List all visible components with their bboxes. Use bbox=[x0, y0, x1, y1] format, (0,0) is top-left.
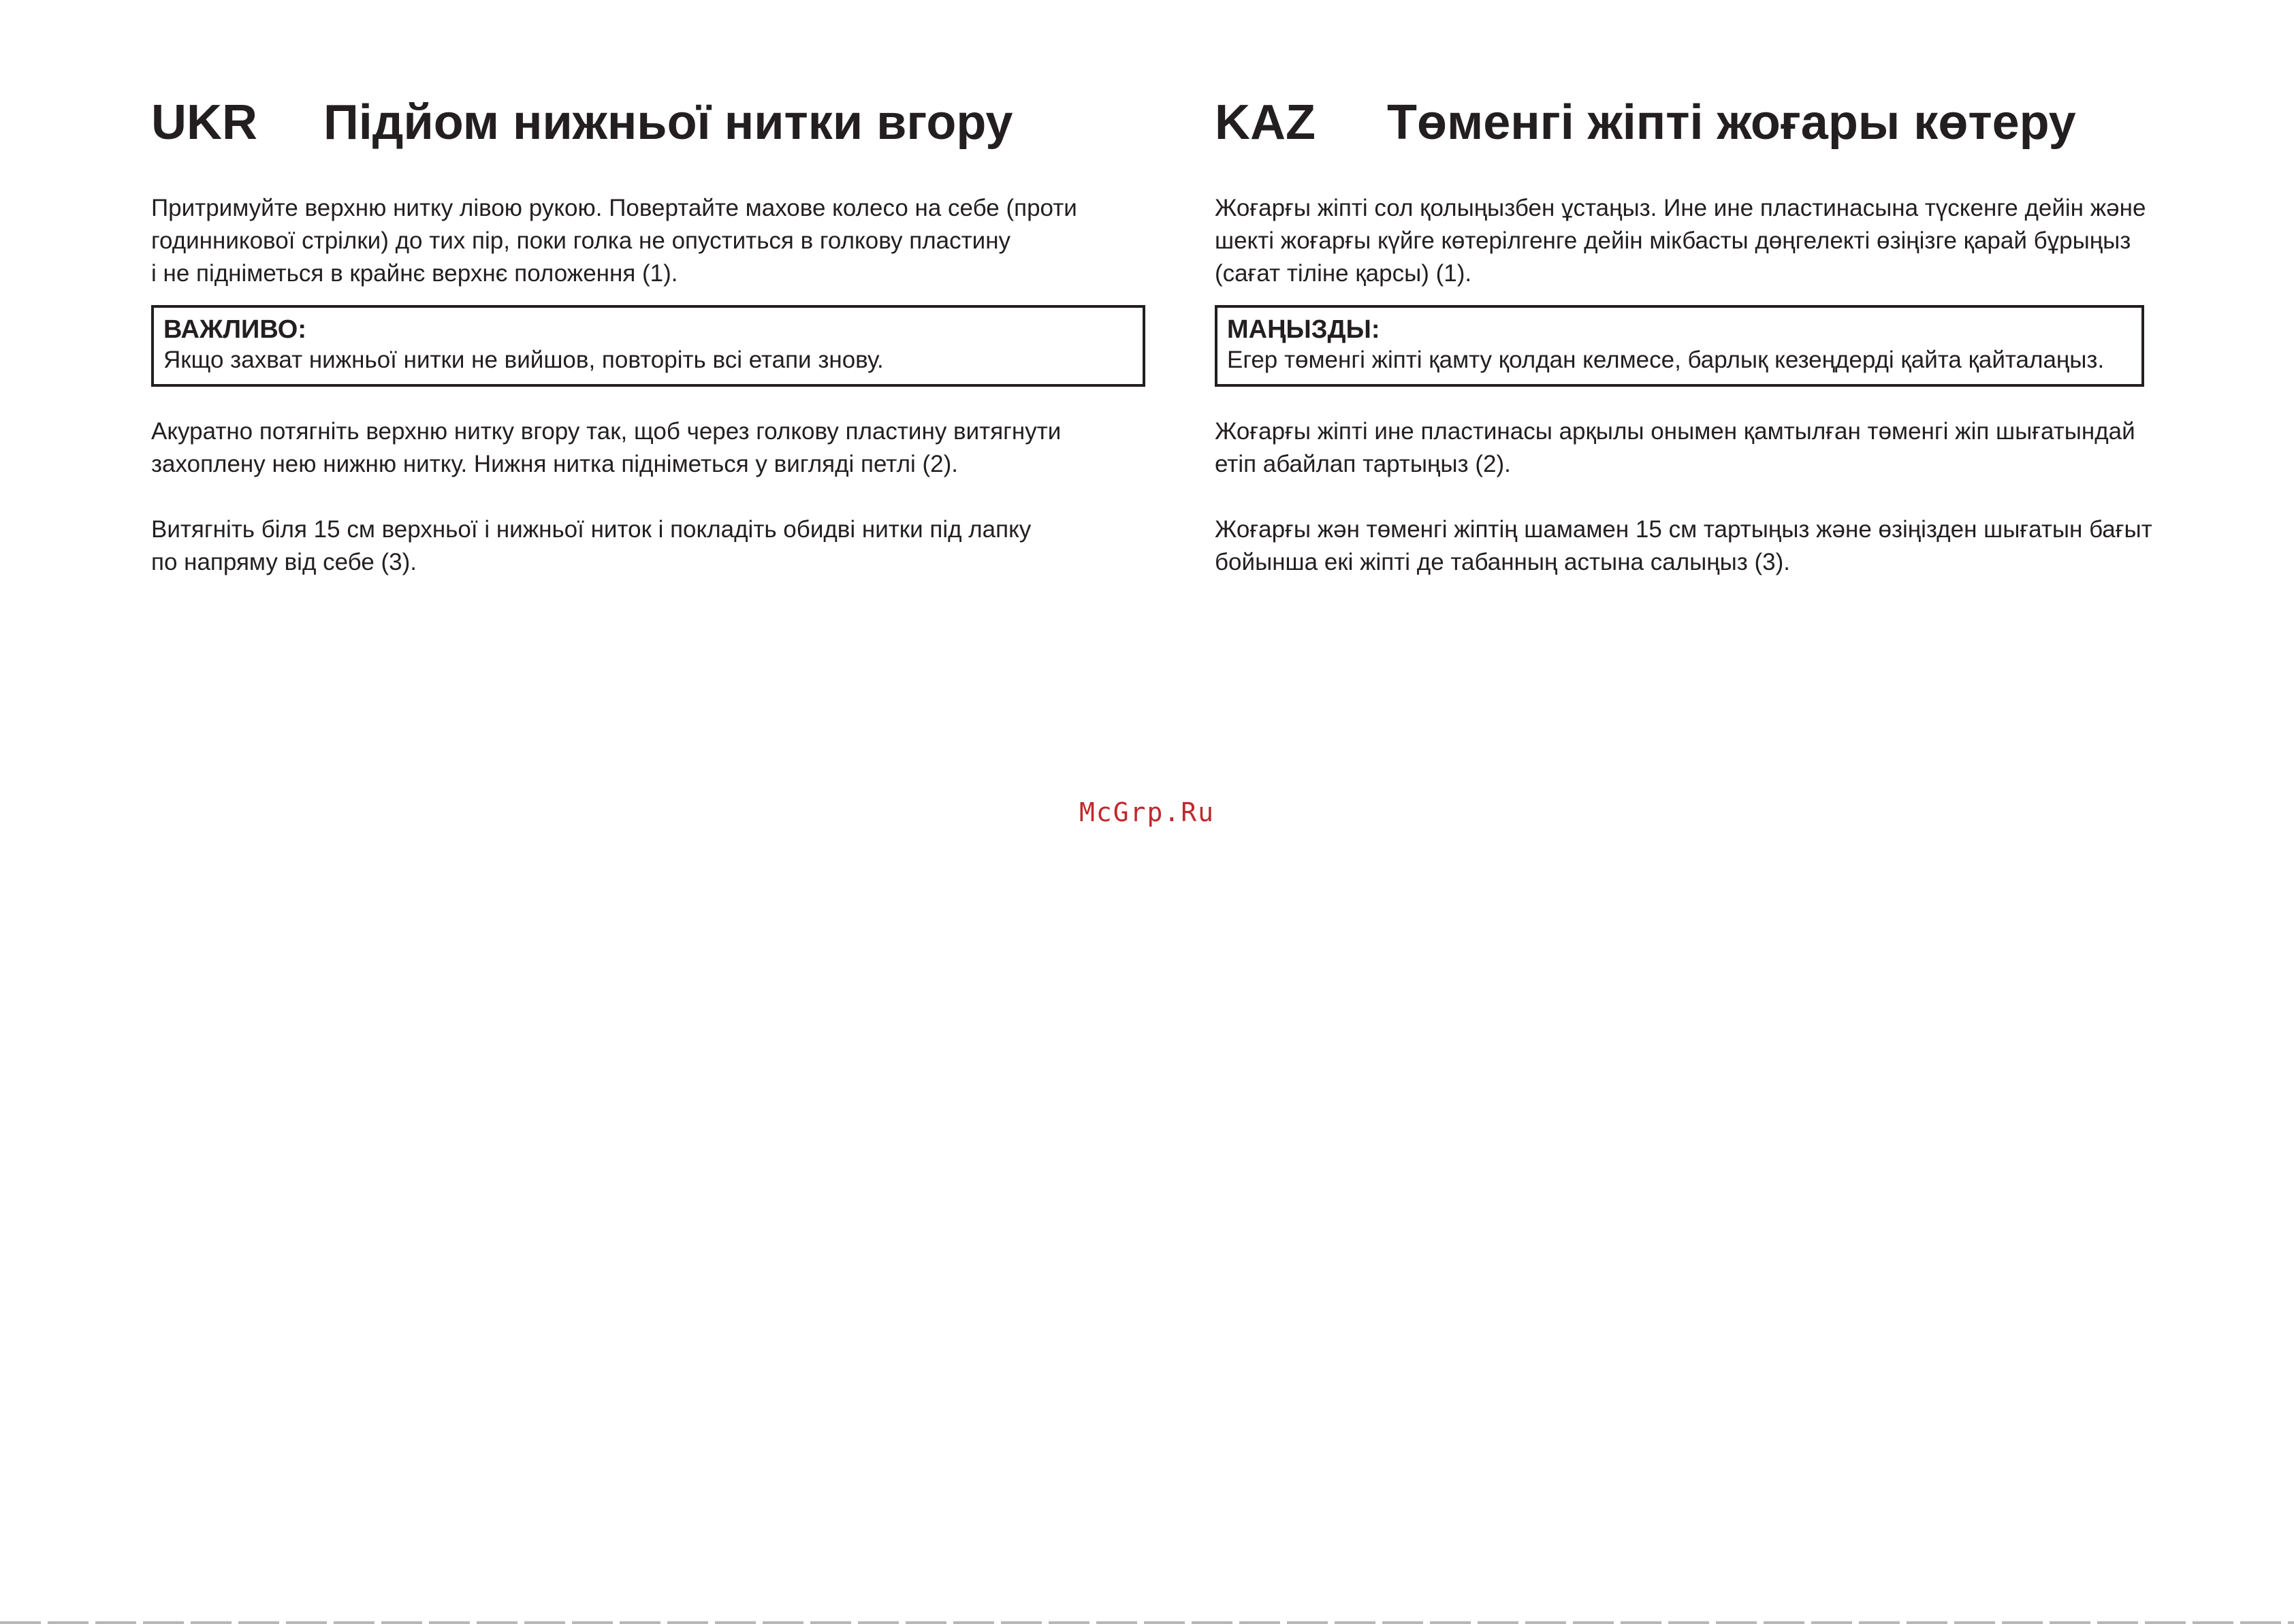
kaz-note-text: Егер төменгі жіпті қамту қолдан келмесе, барлық кезеңдерді қайта қайталаңыз. bbox=[1227, 347, 2105, 373]
kaz-title: Төменгі жіпті жоғары көтеру bbox=[1387, 95, 2076, 150]
kaz-intro-line: шекті жоғарғы күйге көтерілгенге дейін мікбасты дөңгелекті өзіңізге қарай бұрыңыз bbox=[1215, 227, 2131, 254]
ukr-intro-paragraph bbox=[151, 192, 1145, 290]
ukr-note-title: ВАЖЛИВО: bbox=[163, 315, 307, 344]
kaz-step3-line: Жоғарғы жән төменгі жіптің шамамен 15 см тартыңыз және өзіңізден шығатын бағыт bbox=[1215, 516, 2152, 543]
ukr-step2-paragraph bbox=[151, 415, 1145, 481]
kaz-language-code: KAZ bbox=[1215, 95, 1316, 150]
ukr-intro-line: Притримуйте верхню нитку лівою рукою. Повертайте махове колесо на себе (проти bbox=[151, 195, 1077, 221]
kaz-step3-line: бойынша екі жіпті де табанның астына салыңыз (3). bbox=[1215, 549, 1791, 575]
watermark: McGrp.Ru bbox=[1079, 797, 1215, 827]
ukr-step3-line: Витягніть біля 15 см верхньої і нижньої ниток і покладіть обидві нитки під лапку bbox=[151, 516, 1032, 543]
kaz-heading bbox=[1215, 82, 2144, 163]
kaz-step3-paragraph bbox=[1215, 513, 2152, 579]
ukr-step3-paragraph bbox=[151, 513, 1145, 579]
ukr-language-code: UKR bbox=[151, 95, 257, 150]
ukr-step2-line: захоплену нею нижню нитку. Нижня нитка підніметься у вигляді петлі (2). bbox=[151, 451, 958, 477]
ukr-title: Підйом нижньої нитки вгору bbox=[323, 95, 1013, 150]
kaz-section bbox=[1215, 82, 2152, 579]
kaz-intro-line: Жоғарғы жіпті сол қолыңызбен ұстаңыз. Ине ине пластинасына түскенге дейін және bbox=[1215, 195, 2146, 221]
kaz-step2-line: Жоғарғы жіпті ине пластинасы арқылы онымен қамтылған төменгі жіп шығатындай bbox=[1215, 418, 2135, 445]
ukr-note-text: Якщо захват нижньої нитки не вийшов, повторіть всі етапи знову. bbox=[163, 347, 884, 373]
ukr-section bbox=[151, 82, 1145, 579]
kaz-step2-line: етіп абайлап тартыңыз (2). bbox=[1215, 451, 1511, 477]
ukr-intro-line: і не підніметься в крайнє верхнє положення (1). bbox=[151, 260, 678, 287]
kaz-important-note bbox=[1215, 305, 2144, 387]
kaz-intro-line: (сағат тіліне қарсы) (1). bbox=[1215, 260, 1472, 287]
kaz-note-title: МАҢЫЗДЫ: bbox=[1227, 315, 1380, 344]
kaz-intro-paragraph bbox=[1215, 192, 2144, 290]
ukr-step3-line: по напряму від себе (3). bbox=[151, 549, 417, 575]
ukr-intro-line: годинникової стрілки) до тих пір, поки голка не опуститься в голкову пластину bbox=[151, 227, 1011, 254]
bottom-divider bbox=[0, 1621, 2294, 1624]
ukr-important-note bbox=[151, 305, 1145, 387]
kaz-step2-paragraph bbox=[1215, 415, 2144, 481]
ukr-heading bbox=[151, 82, 1145, 163]
ukr-step2-line: Акуратно потягніть верхню нитку вгору так, щоб через голкову пластину витягнути bbox=[151, 418, 1062, 445]
